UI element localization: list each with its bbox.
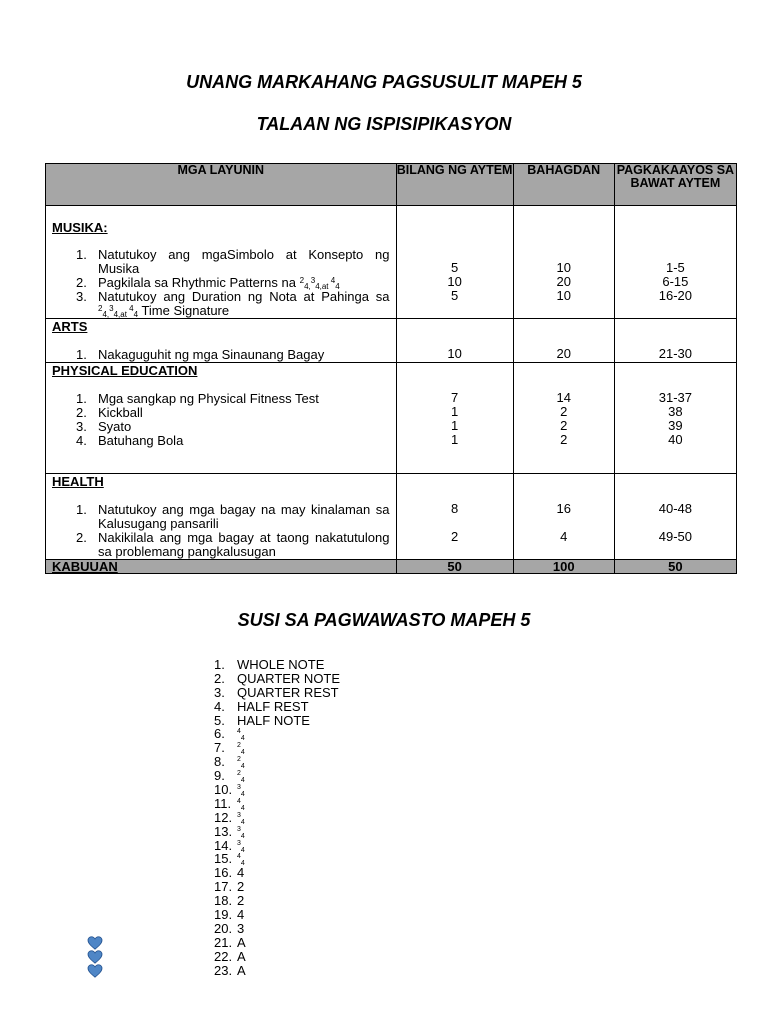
section-row-pe: PHYSICAL EDUCATION 1. Mga sangkap ng Physical Fitness Test 2. Kickball 3. Syato 4. Batuhang Bola 7 1 1 1 14 2 2 2 31-37 38 39 40 (46, 363, 737, 474)
time-signature-inline: $^2_{4,}^3_{4,at}$ $^4_4$ (98, 304, 139, 319)
answer-key-title: SUSI SA PAGWAWASTO MAPEH 5 (237, 610, 531, 630)
list-item: 1. Natutukoy ang mga bagay na may kinalaman sa Kalusugang pansarili (76, 502, 390, 531)
exam-title: UNANG MARKAHANG PAGSUSULIT MAPEH 5 (186, 72, 582, 92)
list-item: 2. Nakikilala ang mga bagay at taong nakatutulong sa problemang pangkalusugan (76, 530, 390, 559)
heart-icon (87, 950, 103, 964)
answer-key-item: 7. $^2_4$ (214, 740, 245, 757)
section-title-pe: PHYSICAL EDUCATION (52, 363, 198, 378)
total-percent: 100 (513, 560, 614, 574)
time-signature-answer: $^3_4$ (237, 811, 245, 826)
time-signature-answer: $^2_4$ (237, 770, 245, 785)
answer-key-item: 9. $^2_4$ (214, 768, 245, 785)
list-item: 3. Natutukoy ang Duration ng Nota at Pahinga sa $^2_{4,}^3_{4,at}$ $^4_4$ Time Signature (76, 289, 390, 319)
list-item: 2. Kickball (76, 405, 143, 420)
answer-key-item: 18. 2 (214, 893, 245, 909)
answer-key-item: 17. 2 (214, 879, 245, 895)
section-title-arts: ARTS (52, 319, 88, 334)
list-item: 4. Batuhang Bola (76, 433, 184, 448)
answer-key-item: 14. $^3_4$ (214, 837, 245, 854)
answer-key-item: 1. WHOLE NOTE (214, 657, 325, 672)
answer-key-item: 22. A (214, 948, 246, 964)
total-placement: 50 (614, 560, 736, 574)
total-row (46, 560, 737, 574)
time-signature-answer: $^2_4$ (237, 742, 245, 757)
answer-key-item: 8. $^2_4$ (214, 754, 245, 771)
header-objectives: MGA LAYUNIN (46, 164, 397, 206)
answer-key-item: 19. 4 (214, 907, 245, 923)
time-signature-answer: $^4_4$ (237, 853, 245, 868)
heart-icon (87, 964, 103, 978)
answer-key-item: 2. QUARTER NOTE (214, 670, 341, 686)
answer-key-item: 11. $^4_4$ (214, 795, 245, 812)
header-percent: BAHAGDAN (513, 164, 614, 206)
header-items: BILANG NG AYTEM (396, 164, 513, 206)
answer-key-item: 20. 3 (214, 920, 245, 936)
time-signature-answer: $^4_4$ (237, 728, 245, 743)
answer-key-item: 12. $^3_4$ (214, 809, 245, 826)
time-signature-answer: $^4_4$ (237, 797, 245, 812)
answer-key-item: 6. $^4_4$ (214, 726, 245, 743)
table-header-row (46, 164, 737, 206)
specification-table (45, 163, 737, 574)
total-label: KABUUAN (46, 560, 397, 574)
answer-key-item: 5. HALF NOTE (214, 712, 310, 728)
section-row-musika: MUSIKA: 1. Natutukoy ang mgaSimbolo at Konsepto ng Musika 2. Pagkilala sa Rhythmic Patterns na $^2_{4,}^3_{4,at}$ $^4_4$ 3. Natutukoy ang Duration ng Nota at Pahinga sa $^2_{4,}^3_{4,at}$ $^4_4$ Time Signature 5 10 5 10 20 10 1-5 6-15 16-20 (46, 206, 737, 319)
list-item: 1. Natutukoy ang mgaSimbolo at Konsepto ng Musika (76, 247, 390, 276)
answer-key-item: 13. $^3_4$ (214, 823, 245, 840)
time-signature-answer: $^3_4$ (237, 839, 245, 854)
answer-key-item: 3. QUARTER REST (214, 684, 339, 700)
section-title-musika: MUSIKA: (52, 220, 108, 235)
time-signature-answer: $^3_4$ (237, 825, 245, 840)
answer-key-item: 16. 4 (214, 865, 245, 881)
answer-key-item: 15. $^4_4$ (214, 851, 245, 868)
header-placement: PAGKAKAAYOS SA BAWAT AYTEM (614, 164, 736, 206)
list-item: 1. Mga sangkap ng Physical Fitness Test (76, 391, 319, 406)
section-title-health: HEALTH (52, 474, 104, 489)
answer-key-item: 21. A (214, 934, 246, 950)
time-signature-inline: $^2_{4,}^3_{4,at}$ $^4_4$ (299, 276, 340, 291)
answer-key-list (214, 658, 340, 977)
list-item: 1. Nakaguguhit ng mga Sinaunang Bagay (76, 347, 325, 362)
time-signature-answer: $^3_4$ (237, 784, 245, 799)
list-item: 3. Syato (76, 419, 132, 434)
heart-icon (87, 936, 103, 950)
answer-key-item: 23. A (214, 962, 246, 978)
table-title: TALAAN NG ISPISIPIKASYON (256, 114, 512, 134)
answer-key-item: 4. HALF REST (214, 698, 309, 714)
answer-key-item: 10. $^3_4$ (214, 782, 245, 799)
total-count: 50 (396, 560, 513, 574)
section-row-health: HEALTH 1. Natutukoy ang mga bagay na may kinalaman sa Kalusugang pansarili 2. Nakikilala ang mga bagay at taong nakatutulong sa problemang pangkalusugan 8 2 16 4 40-48 49-50 (46, 474, 737, 560)
section-row-arts: ARTS 1. Nakaguguhit ng mga Sinaunang Bagay 10 20 21-30 (46, 319, 737, 363)
list-item: 2. Pagkilala sa Rhythmic Patterns na $^2_{4,}^3_{4,at}$ $^4_4$ (76, 275, 340, 291)
time-signature-answer: $^2_4$ (237, 756, 245, 771)
heart-bullets (87, 936, 103, 978)
